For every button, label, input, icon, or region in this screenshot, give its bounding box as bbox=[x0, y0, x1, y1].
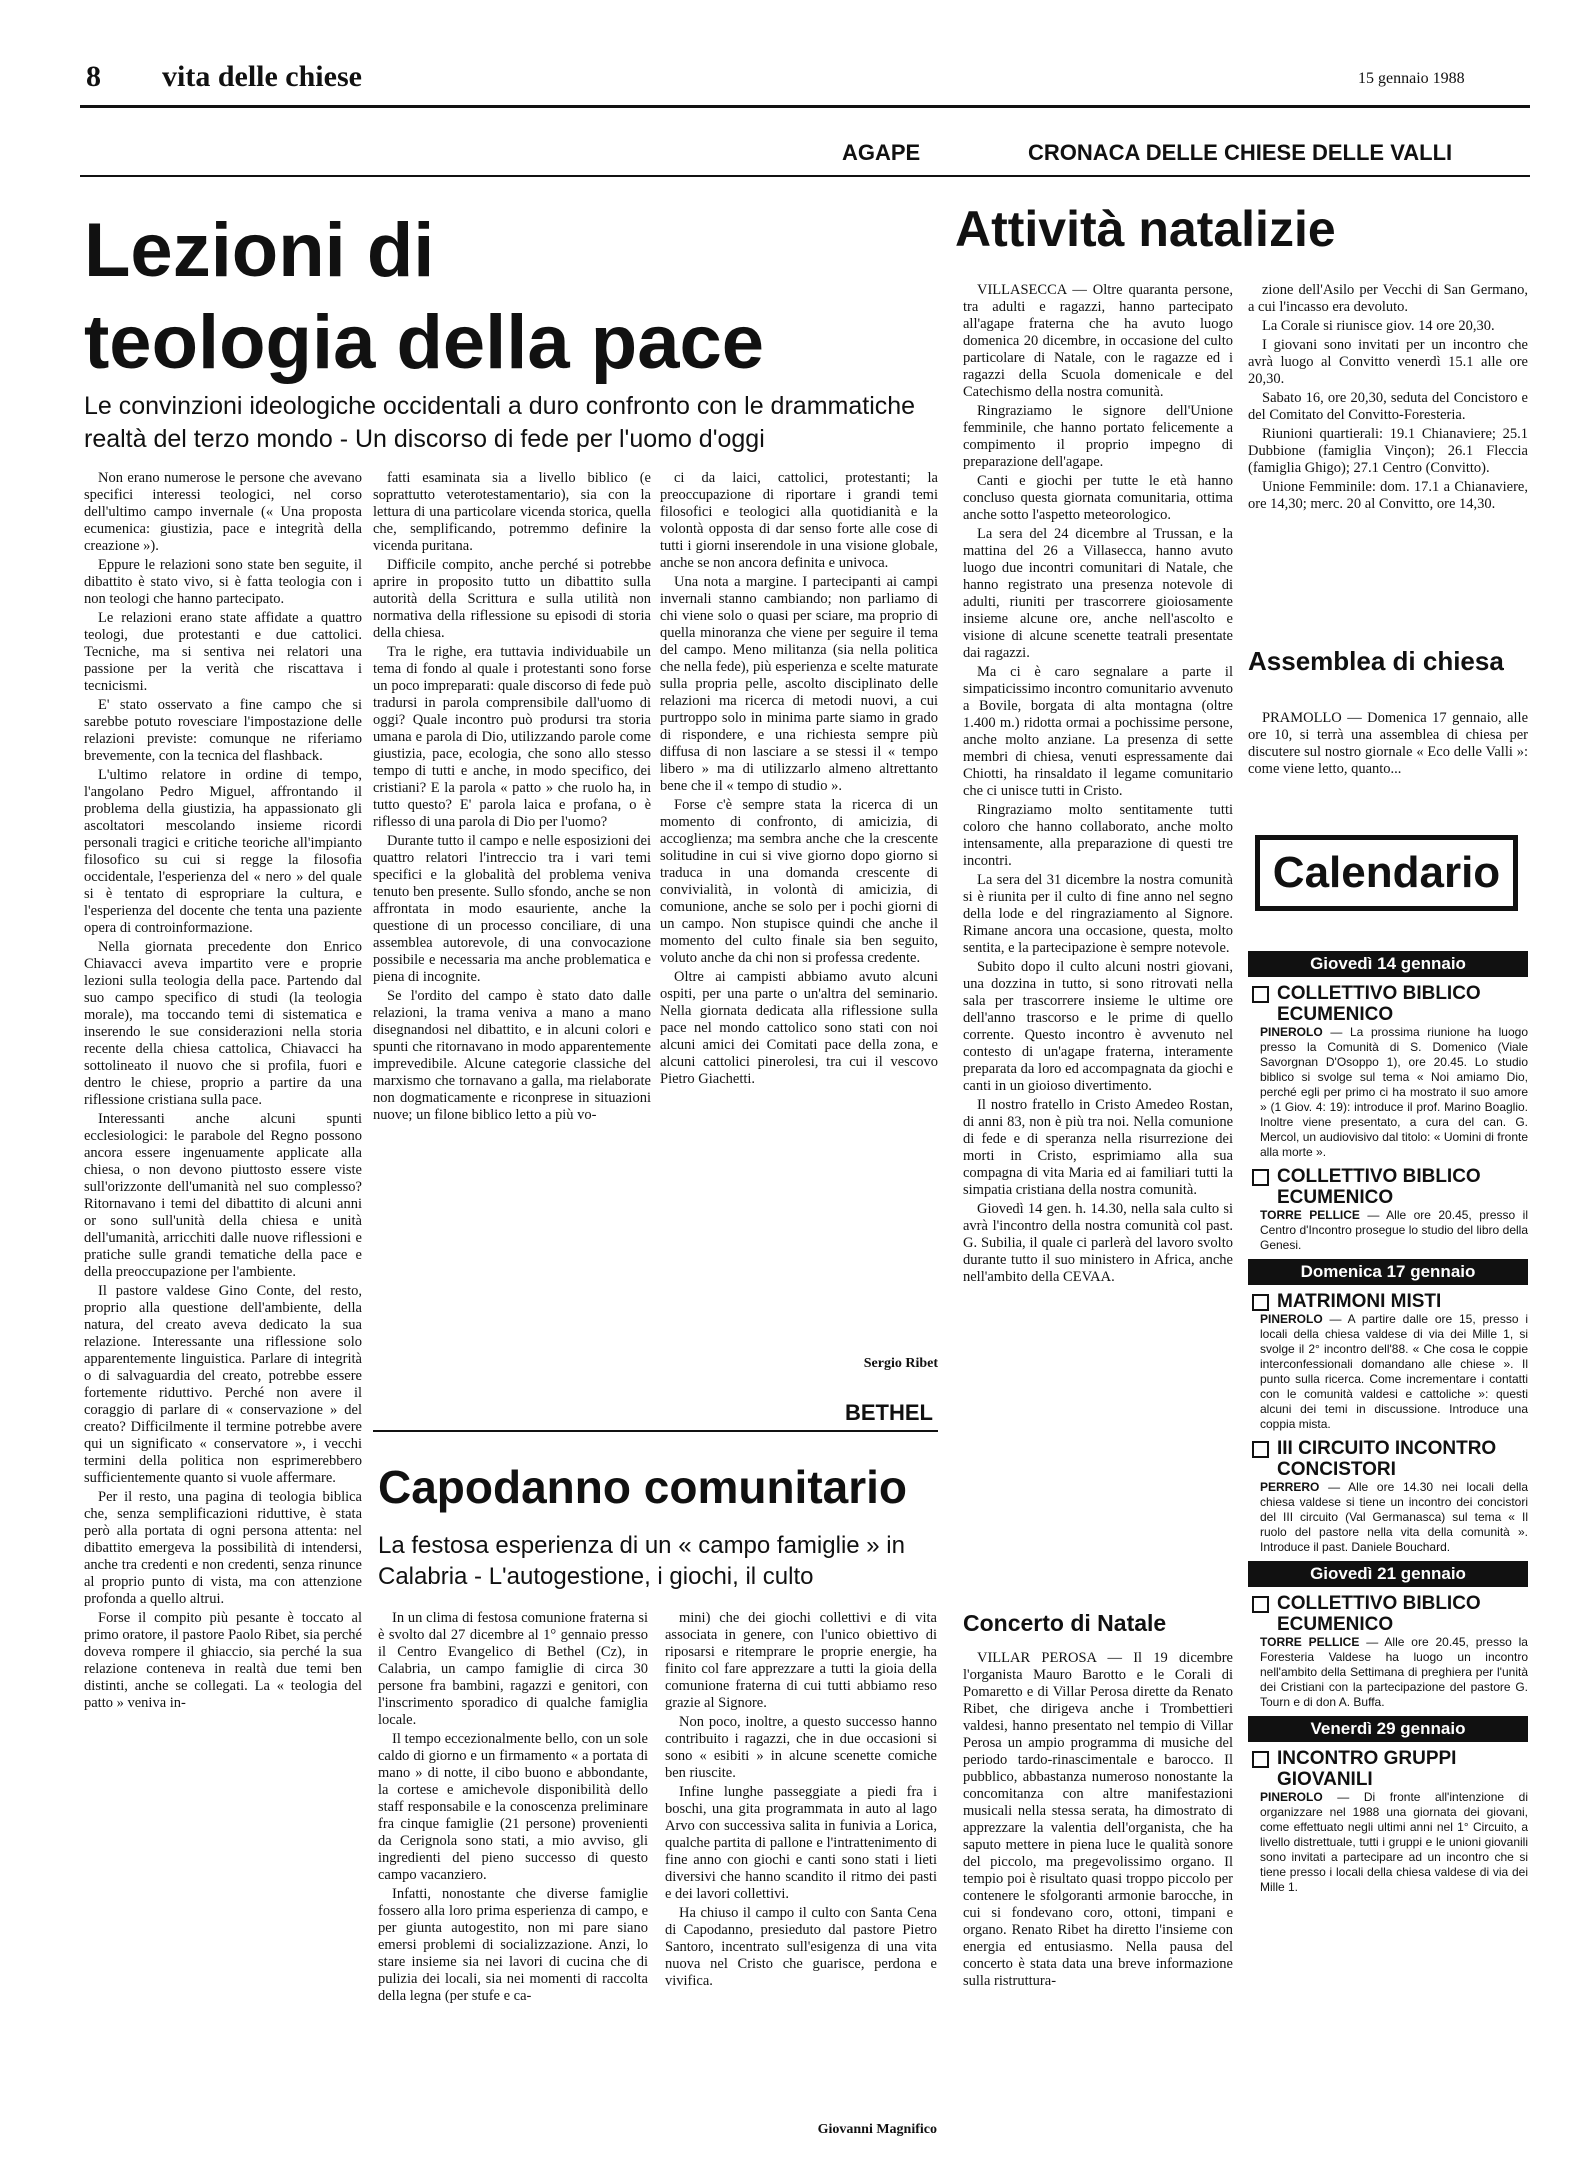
calendar-day-header: Giovedì 14 gennaio bbox=[1248, 951, 1528, 977]
lezioni-paragraph: Durante tutto il campo e nelle esposizioni dei quattro relatori l'intreccio tra i vari temi specifici e la globalità del problema veniva tenuto ben presente. Sullo sfondo, anche se non affrontata in modo esauriente, anche la questione di un processo conciliare, di una assemblea autorevole, di una convocazione possibile e necessaria ma anche problematica e piena di incognite. bbox=[373, 833, 651, 985]
lezioni-col3 bbox=[660, 470, 938, 1375]
assemblea-title: Assemblea di chiesa bbox=[1248, 646, 1504, 676]
lezioni-paragraph: Eppure le relazioni sono state ben seguite, il dibattito è stato vivo, si è fatta teologia con i non teologi che hanno partecipato. bbox=[84, 557, 362, 607]
calendar-event-body: — Alle ore 20.45, presso la Foresteria Valdese ha luogo un incontro nell'ambito della Settimana di preghiera per l'unità dei Cristiani con la partecipazione del pastore G. Tourn e di don A. Buffa. bbox=[1260, 1635, 1528, 1709]
attivita-paragraph: Subito dopo il culto alcuni nostri giovani, una dozzina in tutto, si sono ritrovati nella sala per trascorrere insieme le ultime ore dell'anno trascorso e le prime di quello corrente. Questo incontro è avvenuto nel contesto di un'agape fraterna, interamente preparata da loro ed accompagnata da giochi e canti in un gioioso divertimento. bbox=[963, 959, 1233, 1094]
lezioni-headline bbox=[84, 205, 904, 389]
calendar-day-header: Venerdì 29 gennaio bbox=[1248, 1716, 1528, 1742]
capodanno-paragraph: Il tempo eccezionalmente bello, con un sole caldo di giorno e un firmamento « a portata di mano » di notte, il cibo buono e abbondante, la cortese e amichevole disponibilità dello staff responsabile e la conoscenza preliminare fra cinque famiglie (21 persone) provenienti da Cerignola sono stati, a mio avviso, gli ingredienti del pieno successo di questo campo vacanziero. bbox=[378, 1731, 648, 1883]
header-rule bbox=[80, 105, 1530, 108]
capodanno-col1 bbox=[378, 1610, 648, 2150]
lezioni-paragraph: Nella giornata precedente don Enrico Chiavacci aveva impartito vere e proprie lezioni sulla teologia della pace. Partendo dal suo campo specifico di studi (la teologia morale), ma toccando temi di sistematica e inserendo le sue considerazioni nella storia recente della chiesa cattolica, Chiavacci ha sottolineato il nuovo che si profila, fuori e dentro le chiese, proprio a partire da una riflessione cristiana sulla pace. bbox=[84, 939, 362, 1108]
capodanno-signature: Giovanni Magnifico bbox=[817, 2122, 937, 2137]
checkbox-square-icon bbox=[1252, 1294, 1269, 1311]
capodanno-paragraph: In un clima di festosa comunione fraterna si è svolto dal 27 dicembre al 1° gennaio presso il Centro Evangelico di Bethel (Cz), in Calabria, un campo famiglie di circa 30 persone fra bambini, ragazzi e genitori, con l'inscrimento sporadico di qualche famiglia locale. bbox=[378, 1610, 648, 1728]
calendar-event-body: — Di fronte all'intenzione di organizzare nel 1988 una giornata dei giovani, come effettuato negli ultimi anni nel 1° Circuito, a livello distrettuale, tutti i gruppi e le unioni giovanili sono invitati a partecipare ad un incontro che si tiene presso i locali della chiesa valdese di via dei Mille 1. bbox=[1260, 1790, 1528, 1894]
calendar-event-place: TORRE PELLICE bbox=[1260, 1208, 1360, 1222]
checkbox-square-icon bbox=[1252, 986, 1269, 1003]
attivita-paragraph: La sera del 31 dicembre la nostra comunità si è riunita per il culto di fine anno nel segno della lode e del ringraziamento al Signore. Rimane ancora una occasione, questa, molto sentita, e la partecipazione è sempre notevole. bbox=[963, 872, 1233, 956]
capodanno-paragraph: Ha chiuso il campo il culto con Santa Cena di Capodanno, presieduto dal pastore Pietro Santoro, incentrato sull'esigenza di una vita nuova nel Cristo che guarisce, perdona e vivifica. bbox=[665, 1905, 937, 1989]
calendar-event bbox=[1248, 983, 1528, 1160]
lezioni-headline-line1: Lezioni di bbox=[84, 208, 435, 293]
page-number: 8 bbox=[86, 60, 101, 93]
lezioni-paragraph: Non erano numerose le persone che avevano specifici interessi teologici, nel corso dell'ultimo campo invernale (« Una proposta ecumenica: giustizia, pace e integrità della creazione »). bbox=[84, 470, 362, 554]
lezioni-paragraph: Tra le righe, era tuttavia individuabile un tema di fondo al quale i protestanti sono forse un poco impreparati: quale discorso di fede può tradursi in parola comprensibile dall'uomo di oggi? Quale incontro può prodursi tra storia umana e parola di Dio, utilizzando parole come giustizia, pace, ecologia, che sono allo stesso tempo di tutti e anche, in modo specifico, dei cristiani? E la parola « patto » che ruolo ha, in tutto questo? E' parola laica e profana, o è riflesso di una parola di Dio per l'uomo? bbox=[373, 644, 651, 830]
calendar-event-text bbox=[1248, 1480, 1528, 1555]
calendar-event-text bbox=[1248, 1312, 1528, 1432]
attivita-paragraph: Ringraziamo molto sentitamente tutti coloro che hanno collaborato, anche molto intensamente, alla preparazione di questi tre incontri. bbox=[963, 802, 1233, 869]
bethel-rule bbox=[373, 1430, 938, 1432]
attivita-paragraph: Sabato 16, ore 20,30, seduta del Concistoro e del Comitato del Convitto-Foresteria. bbox=[1248, 390, 1528, 423]
calendar-event-place: PINEROLO bbox=[1260, 1790, 1323, 1804]
capodanno-col2 bbox=[665, 1610, 937, 2115]
attivita-paragraph: Ma ci è caro segnalare a parte il simpaticissimo incontro comunitario avvenuto a Bovile, borgata di alta montagna (oltre 1.400 m.) ridotta ormai a pochissime persone, anche molto anziane. La presenza di sette membri di chiesa, venuti espressamente dai Chiotti, ha rinsaldato il legame comunitario che ci unisce tutti in Cristo. bbox=[963, 664, 1233, 799]
calendar-event-title: III CIRCUITO INCONTRO CONCISTORI bbox=[1277, 1438, 1497, 1480]
checkbox-square-icon bbox=[1252, 1596, 1269, 1613]
lezioni-col2 bbox=[373, 470, 651, 1375]
assemblea-text bbox=[1248, 710, 1528, 820]
lezioni-paragraph: Se l'ordito del campo è stato dato dalle relazioni, la trama veniva a mano a mano disegnandosi nel dibattito, e in alcuni colori e spunti che ritornavano in modo apparentemente imprevedibile. Alcune categorie classiche del marxismo che tornavano a galla, ma rielaborate non dogmaticamente e riconprese in situazioni nuove; un filone biblico letto a più vo- bbox=[373, 988, 651, 1123]
calendar-event-title: MATRIMONI MISTI bbox=[1277, 1291, 1442, 1312]
calendar-event-text bbox=[1248, 1025, 1528, 1160]
lezioni-paragraph: Per il resto, una pagina di teologia biblica che, senza semplificazioni riduttive, è stata però alla portata di ogni persona attenta: nel dibattito emergeva la possibilità di intendersi, anche tra credenti e non credenti, senza rinunce al proprio punto di vista, ma con attenzione profonda a quello altrui. bbox=[84, 1489, 362, 1607]
attivita-col1 bbox=[963, 282, 1233, 1582]
concerto-headline: Concerto di Natale bbox=[963, 1610, 1167, 1636]
capodanno-paragraph: Non poco, inoltre, a questo successo hanno contribuito i ragazzi, che in due occasioni si sono « esibiti » in alcune scenette comiche ben riuscite. bbox=[665, 1714, 937, 1781]
calendar-event-title: COLLETTIVO BIBLICO ECUMENICO bbox=[1277, 983, 1481, 1025]
issue-date: 15 gennaio 1988 bbox=[1358, 70, 1465, 87]
calendar-event-title-row bbox=[1248, 1748, 1528, 1790]
lezioni-paragraph: ci da laici, cattolici, protestanti; la preoccupazione di riportare i grandi temi filosofici e teologici alla quotidianità e la volontà opposta di dar senso forte alle cose di tutti i giorni inserendole in una visione globale, anche se non ancora definita e univoca. bbox=[660, 470, 938, 571]
lezioni-paragraph: Difficile compito, anche perché si potrebbe aprire in proposito tutto un dibattito sulla autorità della Scrittura e sulla utilità non normativa della riflessione su episodi di storia della chiesa. bbox=[373, 557, 651, 641]
capodanno-subtitle: La festosa esperienza di un « campo famiglie » in Calabria - L'autogestione, i giochi, il culto bbox=[378, 1532, 905, 1590]
calendar-event-text bbox=[1248, 1208, 1528, 1253]
calendar-event-body: — Alle ore 14.30 nei locali della chiesa valdese si tiene un incontro dei concistori del III circuito (Val Germanasca) sul tema « Il ruolo del pastore nella vita della comunità ». Introduce il past. Daniele Bouchard. bbox=[1260, 1480, 1528, 1554]
agape-kicker: AGAPE bbox=[842, 140, 921, 165]
calendar-event bbox=[1248, 1438, 1528, 1555]
calendar-day-header: Giovedì 21 gennaio bbox=[1248, 1561, 1528, 1587]
lezioni-paragraph: Oltre ai campisti abbiamo avuto alcuni ospiti, per una parte o un'altra del seminario. Nella giornata dedicata alla riflessione sulla pace nel mondo cattolico sono stati con noi alcuni amici dei Comitati pace della zona, e alcuni cattolici pinerolesi, tra cui il vescovo Pietro Giachetti. bbox=[660, 969, 938, 1087]
attivita-paragraph: zione dell'Asilo per Vecchi di San Germano, a cui l'incasso era devoluto. bbox=[1248, 282, 1528, 315]
attivita-headline: Attività natalizie bbox=[955, 201, 1336, 257]
checkbox-square-icon bbox=[1252, 1169, 1269, 1186]
concerto-paragraph: VILLAR PEROSA — Il 19 dicembre l'organista Mauro Barotto e le Corali di Pomaretto e di Villar Perosa dirette da Renato Ribet, che dirigeva anche i Trombettieri valdesi, hanno presentato nel tempio di Villar Perosa un ampio programma di musiche del periodo tardo-rinascimentale e barocco. Il pubblico, abbastanza numeroso nonostante la concomitanza con altre manifestazioni musicali nella stessa serata, ha dimostrato di apprezzare la valentia dell'organista, che ha saputo mettere in piena luce le qualità sonore del piccolo, ma pregevolissimo organo. Il tempio poi è risultato quasi troppo piccolo per contenere le sfolgoranti armonie barocche, in cui si fondevano coro, ottoni, timpani e organo. Renato Ribet ha diretto l'insieme con energia ed entusiasmo. Nella pausa del concerto è stata data una breve informazione sulla ristruttura- bbox=[963, 1650, 1233, 1989]
capodanno-paragraph: mini) che dei giochi collettivi e di vita associata in genere, con l'unico obiettivo di riposarsi e ritemprare le proprie energie, ha finito col fare apprezzare a tutti la gioia della comunione fraterna di cui tutti abbiamo reso grazie al Signore. bbox=[665, 1610, 937, 1711]
calendar-event-title: INCONTRO GRUPPI GIOVANILI bbox=[1277, 1748, 1457, 1790]
checkbox-square-icon bbox=[1252, 1751, 1269, 1768]
attivita-paragraph: VILLASECCA — Oltre quaranta persone, tra adulti e ragazzi, hanno partecipato all'agape fraterna che ha avuto luogo domenica 20 dicembre, in occasione del culto particolare di Natale, con le ragazze ed i ragazzi della Scuola domenicale e del Catechismo della nostra comunità. bbox=[963, 282, 1233, 400]
attivita-paragraph: Canti e giochi per tutte le età hanno concluso questa giornata comunitaria, ottima anche sotto l'aspetto meteorologico. bbox=[963, 473, 1233, 523]
lezioni-headline-line2: teologia della pace bbox=[84, 300, 764, 385]
attivita-paragraph: La Corale si riunisce giov. 14 ore 20,30. bbox=[1262, 318, 1495, 334]
calendar-event-title-row bbox=[1248, 1438, 1528, 1480]
calendar-event-title: COLLETTIVO BIBLICO ECUMENICO bbox=[1277, 1166, 1481, 1208]
calendar-event-body: — La prossima riunione ha luogo presso la Comunità di S. Domenico (Viale Savorgnan D'Osoppo 1), ore 20.45. Lo studio biblico si svolge sul tema « Noi amiamo Dio, perché egli per primo ci ha mostrato il suo amore » (1 Giov. 4: 19): introduce il prof. Marino Boaglio. Inoltre viene presentato, a cura del can. G. Mercol, un audiovisivo dal titolo: « Uomini di fronte alla morte ». bbox=[1260, 1025, 1528, 1159]
lezioni-paragraph: Forse c'è sempre stata la ricerca di un momento di confronto, di amicizia, di accoglienza; ma sembra anche che la crescente solitudine in cui si vive giorno dopo giorno si traduca in una domanda crescente di convivialità, in volontà di amicizia, di comunione, anche se solo per i pochi giorni di un campo. Non stupisce quindi che anche il momento del culto finale sia ben seguito, voluto anche da chi non si professa credente. bbox=[660, 797, 938, 966]
lezioni-col1 bbox=[84, 470, 362, 2150]
attivita-paragraph: Giovedì 14 gen. h. 14.30, nella sala culto si avrà l'incontro della nostra comunità col past. G. Subilia, il quale ci parlerà del lavoro svolto durante tutto il suo ministero in Africa, anche nell'ambito della CEVAA. bbox=[963, 1201, 1233, 1285]
attivita-paragraph: I giovani sono invitati per un incontro che avrà luogo al Convitto venerdì 15.1 alle ore 20,30. bbox=[1248, 337, 1528, 387]
lezioni-paragraph: E' stato osservato a fine campo che si sarebbe potuto rovesciare l'impostazione delle relazioni previste: comunque ne riferiamo brevemente, con la tecnica del flashback. bbox=[84, 697, 362, 764]
assemblea-headline bbox=[1248, 645, 1518, 677]
lezioni-paragraph: Forse il compito più pesante è toccato al primo oratore, il pastore Paolo Ribet, sia perché doveva rompere il ghiaccio, sia perché la sua relazione conteneva in realtà due temi ben distinti, anche se collegati. La « teologia del patto » veniva in- bbox=[84, 1610, 362, 1711]
lezioni-paragraph: fatti esaminata sia a livello biblico (e soprattutto veterotestamentario), sia con la lettura di una particolare vicenda storica, quella che, semplificando, potremmo definire la vicenda puritana. bbox=[373, 470, 651, 554]
calendar-event-text bbox=[1248, 1635, 1528, 1710]
capodanno-headline: Capodanno comunitario bbox=[378, 1461, 907, 1513]
calendar-event-text bbox=[1248, 1790, 1528, 1895]
attivita-col2 bbox=[1248, 282, 1528, 632]
cronaca-kicker: CRONACA DELLE CHIESE DELLE VALLI bbox=[1028, 140, 1453, 165]
attivita-paragraph: Ringraziamo le signore dell'Unione femminile, che hanno portato felicemente a compimento il proprio impegno di preparazione dell'agape. bbox=[963, 403, 1233, 470]
assemblea-paragraph: PRAMOLLO — Domenica 17 gennaio, alle ore 10, si terrà una assemblea di chiesa per discutere sul nostro giornale « Eco delle Valli »: come viene letto, quanto... bbox=[1248, 710, 1528, 777]
calendar-event-title-row bbox=[1248, 1291, 1528, 1312]
checkbox-square-icon bbox=[1252, 1441, 1269, 1458]
calendario-title: Calendario bbox=[1255, 835, 1518, 911]
lezioni-subtitle: Le convinzioni ideologiche occidentali a duro confronto con le drammatiche realtà del terzo mondo - Un discorso di fede per l'uomo d'oggi bbox=[84, 392, 916, 453]
attivita-paragraph: Unione Femminile: dom. 17.1 a Chianaviere, ore 14,30; merc. 20 al Convitto, ore 14,30. bbox=[1248, 479, 1528, 512]
calendar-event-place: PINEROLO bbox=[1260, 1312, 1323, 1326]
calendar-event bbox=[1248, 1748, 1528, 1895]
calendar-event-title: COLLETTIVO BIBLICO ECUMENICO bbox=[1277, 1593, 1481, 1635]
calendar-event-place: PERRERO bbox=[1260, 1480, 1320, 1494]
calendar-event-place: TORRE PELLICE bbox=[1260, 1635, 1360, 1649]
calendar-event bbox=[1248, 1291, 1528, 1432]
lezioni-signature: Sergio Ribet bbox=[863, 1356, 938, 1371]
lezioni-paragraph: Il pastore valdese Gino Conte, del resto, proprio alla questione dell'ambiente, della natura, del creato aveva dedicato la sua relazione. Interessante una riflessione solo apparentemente linguistica. Parlare di integrità o di salvaguardia del creato, potrebbe essere fortemente riduttivo. Perché non avere il coraggio di parlare di « conservazione » del creato? Difficilmente il termine potrebbe avere qui un significato « conservatore », i vecchi termini della politica non esprimerebbero sufficientemente quanto si vuole affermare. bbox=[84, 1283, 362, 1486]
attivita-paragraph: Il nostro fratello in Cristo Amedeo Rostan, di anni 83, non è più tra noi. Nella comunione di fede e di speranza nella risurrezione dei morti in Cristo, esprimiamo alla sua compagna di vita Maria ed ai familiari tutti la simpatia cristiana della nostra comunità. bbox=[963, 1097, 1233, 1198]
calendar-event bbox=[1248, 1166, 1528, 1253]
calendar-event bbox=[1248, 1593, 1528, 1710]
calendar-event-title-row bbox=[1248, 1593, 1528, 1635]
calendar-event-title-row bbox=[1248, 983, 1528, 1025]
calendar-event-place: PINEROLO bbox=[1260, 1025, 1323, 1039]
concerto-col bbox=[963, 1650, 1233, 2150]
capodanno-paragraph: Infine lunghe passeggiate a piedi fra i boschi, una gita programmata in auto al lago Arvo con successiva salita in funivia a Lorica, qualche partita di pallone e l'intrattenimento di fine anno con giochi e canti sono stati i lieti diversivi che hanno scandito il ritmo dei pasti e dei lavori collettivi. bbox=[665, 1784, 937, 1902]
calendar-event-body: — Alle ore 20.45, presso il Centro d'Incontro prosegue lo studio del libro della Genesi. bbox=[1260, 1208, 1528, 1252]
attivita-paragraph: La sera del 24 dicembre al Trussan, e la mattina del 26 a Villasecca, hanno avuto luogo due incontri comunitari di Natale, che hanno registrato una presenza notevole di adulti, riuniti per trascorrere gioiosamente insieme alcune ore, anche nell'ascolto e visione di alcune scenette teatrali presentate dai ragazzi. bbox=[963, 526, 1233, 661]
lezioni-paragraph: Interessanti anche alcuni spunti ecclesiologici: le parabole del Regno possono ancora essere ingenuamente applicate alla chiesa, o non devono piuttosto essere viste sull'orizzonte dell'umanità nel suo complesso? Ritornavano i temi del dibattito di alcuni anni or sono sull'unità della chiesa e unità dell'umanità, arricchiti dalle nuove riflessioni e pratiche sulle grandi tematiche della pace e della preoccupazione per l'ambiente. bbox=[84, 1111, 362, 1280]
calendar-day-header: Domenica 17 gennaio bbox=[1248, 1259, 1528, 1285]
capodanno-paragraph: Infatti, nonostante che diverse famiglie fossero alla loro prima esperienza di campo, e per giunta autogestito, non mi pare siano emersi problemi di socializzazione. Anzi, lo stare insieme sia nei lavori di cucina che di pulizia dei locali, sia nei momenti di raccolta della legna (per stufe e ca- bbox=[378, 1886, 648, 2004]
lezioni-paragraph: L'ultimo relatore in ordine di tempo, l'angolano Pedro Miguel, affrontando il problema della giustizia, ha appassionato gli ascoltatori mescolando insieme ricordi personali tragici e critiche teoriche all'impianto filosofico su cui si regge la filosofia occidentale, l'esperienza del « nero » del quale si è tentato di espropriare la cultura, e l'esperienza del docente che tenta una paziente opera di controinformazione. bbox=[84, 767, 362, 936]
lezioni-paragraph: Una nota a margine. I partecipanti ai campi invernali stanno cambiando; non parliamo di chi viene solo o quasi per sciare, ma proprio di quella minoranza che viene per seguire il tema del campo. Meno militanza (sia nella politica che nella fede), più esperienza e scelte maturate sulla propria pelle, ascolto disciplinato delle relazioni ma ricerca di metodi nuovi, a cui purtroppo solo in minima parte siamo in grado di rispondere, e una richiesta sempre più diffusa di non lasciare a se stessi il « tempo libero » ma di utilizzarlo almeno altrettanto bene che il « tempo di studio ». bbox=[660, 574, 938, 794]
bethel-kicker: BETHEL bbox=[845, 1400, 933, 1425]
section-title: vita delle chiese bbox=[162, 60, 362, 93]
kicker-rule bbox=[80, 175, 1530, 177]
attivita-paragraph: Riunioni quartierali: 19.1 Chianaviere; 25.1 Dubbione (famiglia Vinçon); 26.1 Fleccia (famiglia Ghigo); 27.1 Centro (Convitto). bbox=[1248, 426, 1528, 476]
calendar-event-title-row bbox=[1248, 1166, 1528, 1208]
calendar-event-body: — A partire dalle ore 15, presso i locali della chiesa valdese di via dei Mille 1, si svolge il 2° incontro dell'88. « Che cosa le coppie interconfessionali domandano alle chiese ». Il punto sulla ricerca. Come incrementare i contatti con le comunità valdesi e cattoliche »: questi alcuni dei temi in discussione. Introduce una coppia mista. bbox=[1260, 1312, 1528, 1431]
lezioni-paragraph: Le relazioni erano state affidate a quattro teologi, due protestanti e due cattolici. Tecniche, ma si sentiva nei relatori una passione per la verità che riscattava i tecnicismi. bbox=[84, 610, 362, 694]
calendario-list bbox=[1248, 945, 1528, 1901]
